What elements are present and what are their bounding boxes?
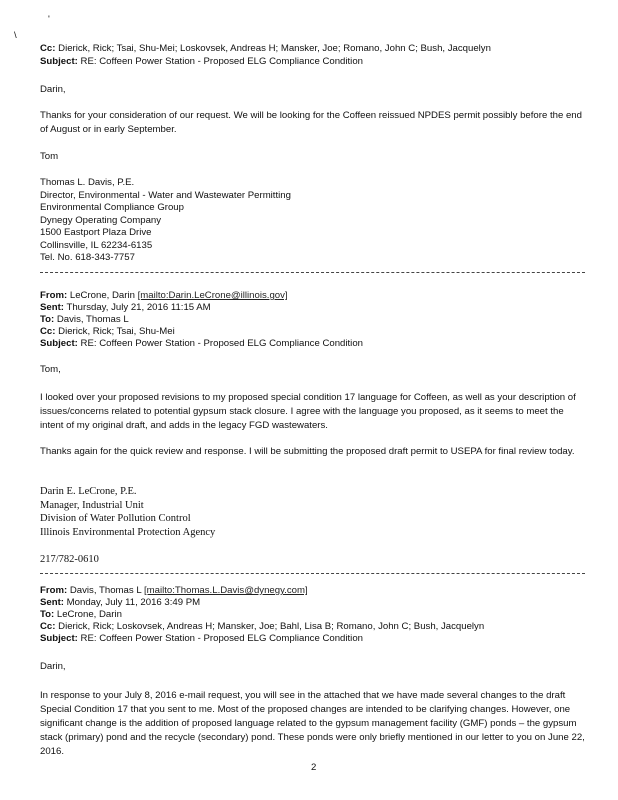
from-label: From: [40, 290, 68, 301]
signature-line: Director, Environmental - Water and Wastewater Permitting [40, 189, 291, 201]
sent-label: Sent: [40, 597, 64, 608]
signature-line: Manager, Industrial Unit [40, 499, 144, 511]
email1-body: Thanks for your consideration of our request. We will be looking for the Coffeen reissued NPDES permit possibly before the end of August or in early September. [40, 110, 582, 135]
email3-body: In response to your July 8, 2016 e-mail request, you will see in the attached that we have made several changes to the draft Special Condition 17 that you sent to me. Most of the proposed changes are intended to be clarifying changes. However, one significant change is the addition of proposed language related to the gypsum management facility (GMF) ponds – the gypsum stack (primary) pond and the recycle (secondary) pond. These ponds were only briefly mentioned in our letter to you on June 22, 2016. [40, 690, 585, 757]
sent-value: Thursday, July 21, 2016 11:15 AM [66, 302, 211, 313]
email-divider [40, 272, 585, 273]
signature-line: Darin E. LeCrone, P.E. [40, 486, 137, 497]
email3-to-line [40, 609, 122, 621]
email2-body-paragraph: I looked over your proposed revisions to my proposed special condition 17 language for Coffeen, as well as your description of issues/concerns related to potential gypsum stack closure. I agree with the language you proposed, as it seems to meet the intent of my original draft, and adds in the legacy FGD wastewaters. [40, 392, 576, 431]
email3-sent-line [40, 597, 200, 609]
email2-subject-line [40, 338, 363, 350]
email1-greeting: Darin, [40, 84, 66, 95]
signature-line: Division of Water Pollution Control [40, 513, 191, 524]
to-label: To: [40, 314, 55, 325]
email2-phone: 217/782-0610 [40, 554, 99, 565]
sent-value: Monday, July 11, 2016 3:49 PM [66, 597, 201, 608]
cc-value: Dierick, Rick; Tsai, Shu-Mei [58, 326, 175, 337]
page-number: 2 [311, 762, 317, 773]
email2-signature [40, 485, 215, 539]
signature-line: Illinois Environmental Protection Agency [40, 526, 216, 538]
from-label: From: [40, 585, 68, 596]
signature-line: Dynegy Operating Company [40, 214, 162, 226]
email3-from-line [40, 585, 308, 597]
sent-label: Sent: [40, 302, 64, 313]
subject-label: Subject: [40, 338, 78, 349]
from-value: Davis, Thomas L [69, 585, 142, 596]
to-value: LeCrone, Darin [56, 609, 122, 620]
signature-line: Tel. No. 618-343-7757 [40, 252, 135, 263]
from-email-link[interactable]: [mailto:Thomas.L.Davis@dynegy.com] [143, 585, 308, 596]
cc-value: Dierick, Rick; Loskovsek, Andreas H; Mansker, Joe; Bahl, Lisa B; Romano, John C; Bush, Jacquelyn [58, 621, 485, 632]
email1-signoff: Tom [40, 151, 59, 162]
cc-label: Cc: [40, 326, 56, 337]
email1-signature [40, 177, 291, 265]
to-value: Davis, Thomas L [56, 314, 129, 325]
email1-cc-line [40, 43, 491, 55]
email2-cc-line [40, 326, 175, 338]
email3-subject-line [40, 633, 363, 645]
signature-line: Collinsville, IL 62234-6135 [40, 239, 153, 251]
from-value: LeCrone, Darin [69, 290, 135, 301]
cc-label: Cc: [40, 43, 56, 54]
subject-label: Subject: [40, 56, 78, 67]
signature-line: Thomas L. Davis, P.E. [40, 177, 135, 188]
scan-mark: ' [48, 14, 50, 25]
email2-to-line [40, 314, 129, 326]
email3-greeting: Darin, [40, 661, 66, 672]
subject-value: RE: Coffeen Power Station - Proposed ELG Compliance Condition [80, 633, 363, 644]
subject-label: Subject: [40, 633, 78, 644]
cc-label: Cc: [40, 621, 56, 632]
from-email-link[interactable]: [mailto:Darin.LeCrone@illinois.gov] [137, 290, 288, 301]
email2-from-line [40, 290, 288, 302]
subject-value: RE: Coffeen Power Station - Proposed ELG Compliance Condition [80, 338, 363, 349]
cc-value: Dierick, Rick; Tsai, Shu-Mei; Loskovsek, Andreas H; Mansker, Joe; Romano, John C; Bush, Jacquelyn [58, 43, 491, 54]
email1-subject-line [40, 56, 363, 68]
scan-mark: \ [14, 30, 17, 41]
signature-line: 1500 Eastport Plaza Drive [40, 227, 152, 238]
email2-greeting: Tom, [40, 364, 61, 375]
email2-sent-line [40, 302, 211, 314]
subject-value: RE: Coffeen Power Station - Proposed ELG Compliance Condition [80, 56, 363, 67]
email2-body-paragraph: Thanks again for the quick review and response. I will be submitting the proposed draft permit to USEPA for final review today. [40, 446, 575, 457]
to-label: To: [40, 609, 55, 620]
signature-line: Environmental Compliance Group [40, 202, 184, 213]
email-divider [40, 573, 585, 574]
email3-cc-line [40, 621, 484, 633]
